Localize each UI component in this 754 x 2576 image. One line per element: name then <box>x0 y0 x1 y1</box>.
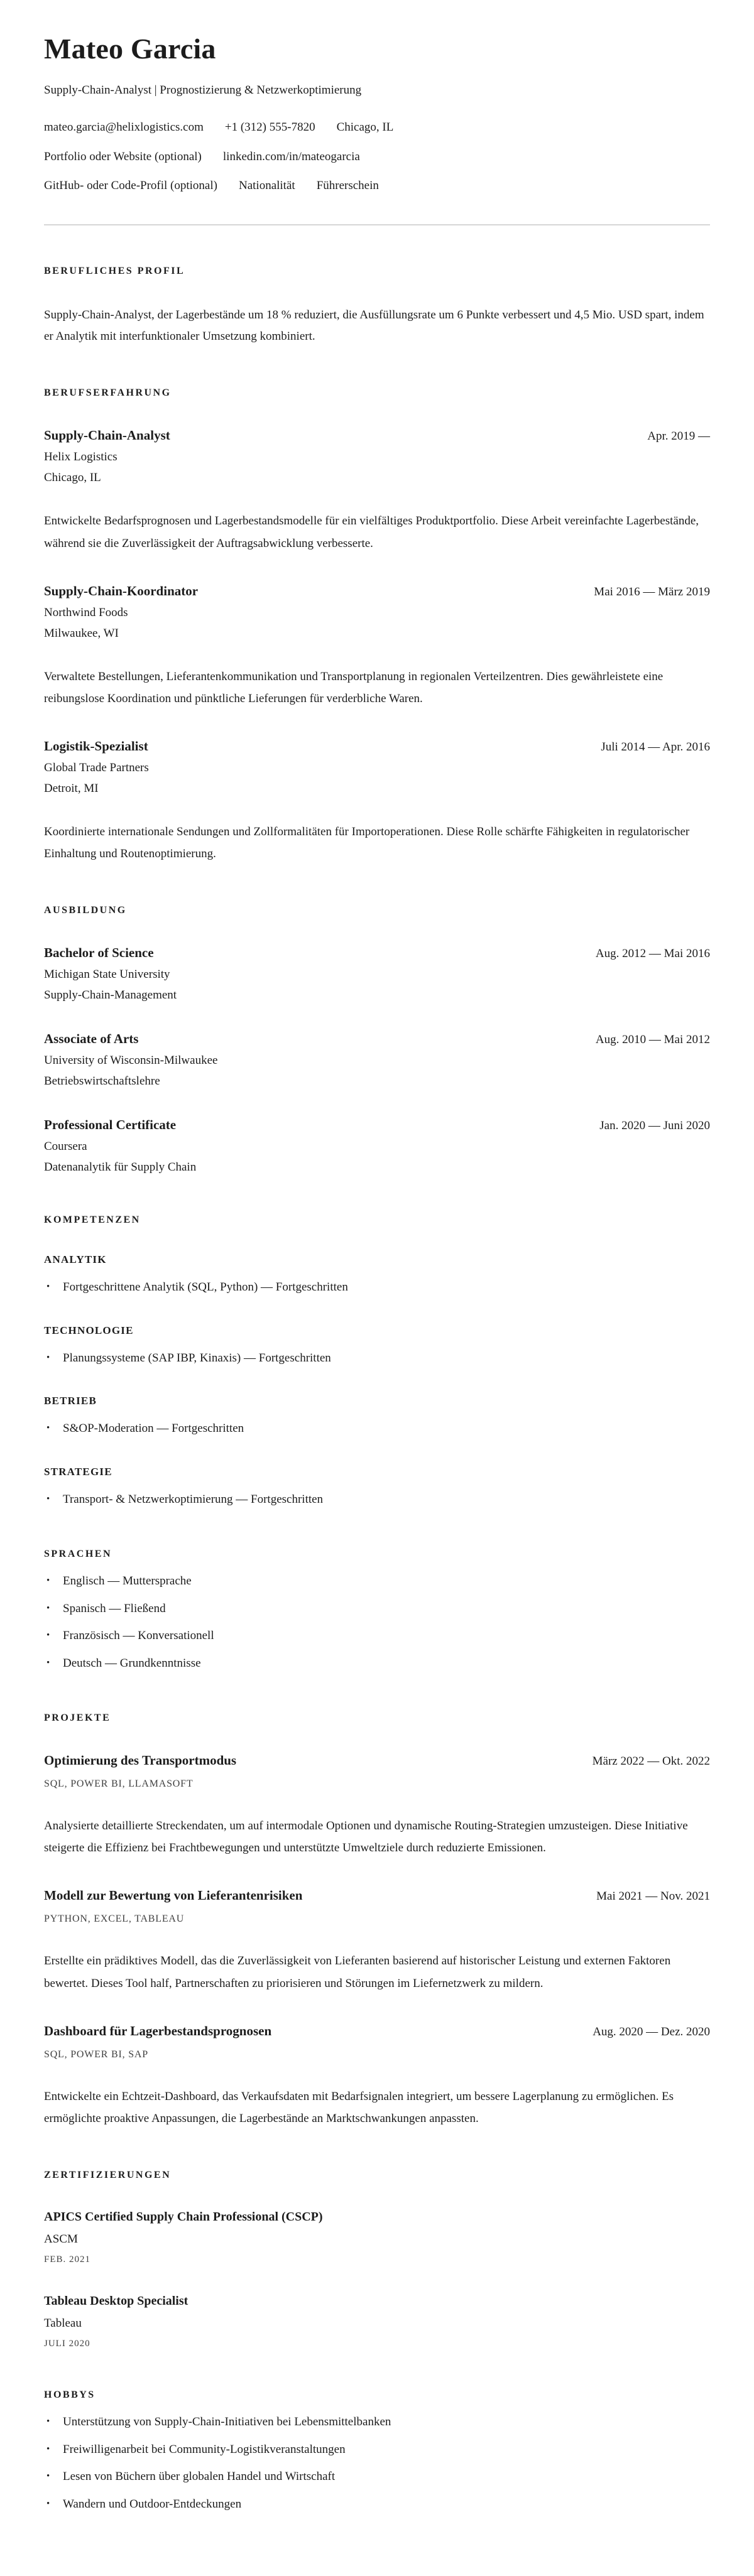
skill-group <box>44 1253 710 1297</box>
project-dates: März 2022 — Okt. 2022 <box>592 1755 710 1768</box>
education-institution: Michigan State University <box>44 968 170 982</box>
hobby-item: • Wandern und Outdoor-Entdeckungen <box>44 2496 710 2514</box>
education-field: Datenanalytik für Supply Chain <box>44 1161 197 1174</box>
entry-head <box>44 2023 710 2039</box>
section-title-languages: SPRACHEN <box>44 1549 112 1560</box>
degree-title: Associate of Arts <box>44 1031 139 1047</box>
entry-head <box>44 583 710 599</box>
skill-group <box>44 1466 710 1509</box>
profile-text: Supply-Chain-Analyst, der Lagerbestände um 18 % reduziert, die Ausfüllungsrate um 6 Punkte verbessert und 4,5 Mio. USD spart, indem er Analytik mit interfunktionaler Umsetzung kombiniert. <box>44 308 704 344</box>
contact-row-1 <box>44 119 710 137</box>
skill-group-title: BETRIEB <box>44 1395 97 1407</box>
skill-group-title: TECHNOLOGIE <box>44 1324 134 1336</box>
language-item: • Spanisch — Fließend <box>44 1600 710 1618</box>
experience-entry <box>44 583 710 710</box>
project-entry <box>44 1888 710 1994</box>
job-company: Global Trade Partners <box>44 760 149 774</box>
location-text: Chicago, IL <box>336 121 394 134</box>
section-title-hobbies: HOBBYS <box>44 2389 96 2401</box>
education-dates: Aug. 2010 — Mai 2012 <box>595 1033 710 1047</box>
section-skills <box>44 1215 710 1508</box>
education-field: Supply-Chain-Management <box>44 988 177 1002</box>
project-title: Dashboard für Lagerbestandsprognosen <box>44 2023 272 2038</box>
certification-date: JULI 2020 <box>44 2339 90 2349</box>
degree-title: Bachelor of Science <box>44 945 154 961</box>
person-name: Mateo Garcia <box>44 33 216 65</box>
skill-item: • S&OP-Moderation — Fortgeschritten <box>44 1420 710 1438</box>
job-company: Helix Logistics <box>44 450 117 464</box>
certification-entry <box>44 2210 710 2265</box>
github-placeholder-text: GitHub- oder Code-Profil (optional) <box>44 179 217 193</box>
education-dates: Jan. 2020 — Juni 2020 <box>599 1119 710 1133</box>
skill-item: • Planungssysteme (SAP IBP, Kinaxis) — Fortgeschritten <box>44 1350 710 1368</box>
project-description: Analysierte detaillierte Streckendaten, um auf intermodale Optionen und dynamische Routing-Strategien umzusteigen. Diese Initiative steigerte die Effizienz bei Frachtbewegungen und unterstützte Umweltziele durch reduzierte Emissionen. <box>44 1819 688 1855</box>
phone-text: +1 (312) 555-7820 <box>224 121 315 134</box>
project-description: Entwickelte ein Echtzeit-Dashboard, das Verkaufsdaten mit Bedarfsignalen integriert, um bessere Lagerplanung zu ermöglichen. Es ermöglichte proaktive Anpassungen, die Lagerbestände an Marktschwankungen anpassten. <box>44 2089 674 2125</box>
language-list <box>44 1572 710 1672</box>
resume-header <box>44 33 710 195</box>
header-divider <box>44 224 710 225</box>
certification-date: FEB. 2021 <box>44 2254 91 2265</box>
section-hobbies <box>44 2389 710 2513</box>
drivers-license-text: Führerschein <box>316 179 379 193</box>
entry-head <box>44 945 710 961</box>
skill-list <box>44 1350 710 1368</box>
skill-list <box>44 1420 710 1438</box>
job-dates: Juli 2014 — Apr. 2016 <box>601 740 710 754</box>
skill-group <box>44 1395 710 1438</box>
language-item: • Deutsch — Grundkenntnisse <box>44 1655 710 1673</box>
job-location: Chicago, IL <box>44 471 101 485</box>
certification-issuer: ASCM <box>44 2232 78 2246</box>
job-description: Entwickelte Bedarfsprognosen und Lagerbestandsmodelle für ein vielfältiges Produktportfolio. Diese Arbeit vereinfachte Lagerbestände, während sie die Zuverlässigkeit der Auftragsabwicklung verbesserte. <box>44 514 699 550</box>
certification-issuer: Tableau <box>44 2317 82 2330</box>
skill-list <box>44 1279 710 1297</box>
portfolio-placeholder-text: Portfolio oder Website (optional) <box>44 149 202 163</box>
contact-row-3 <box>44 177 710 195</box>
section-projects <box>44 1713 710 2130</box>
skill-item: • Fortgeschrittene Analytik (SQL, Python) — Fortgeschritten <box>44 1279 710 1297</box>
job-company: Northwind Foods <box>44 605 128 619</box>
education-field: Betriebswirtschaftslehre <box>44 1074 160 1088</box>
hobby-item: • Freiwilligenarbeit bei Community-Logistikveranstaltungen <box>44 2441 710 2459</box>
certification-name: Tableau Desktop Specialist <box>44 2294 188 2308</box>
job-title: Supply-Chain-Analyst <box>44 428 170 443</box>
entry-head <box>44 1753 710 1768</box>
contact-row-2 <box>44 148 710 166</box>
email-text: mateo.garcia@helixlogistics.com <box>44 121 204 134</box>
language-item: • Englisch — Muttersprache <box>44 1572 710 1591</box>
skill-group-title: ANALYTIK <box>44 1253 107 1266</box>
tagline: Supply-Chain-Analyst | Prognostizierung & Netzwerkoptimierung <box>44 83 362 97</box>
entry-head <box>44 1117 710 1133</box>
section-title-profile: BERUFLICHES PROFIL <box>44 265 185 276</box>
contact-block <box>44 119 710 195</box>
hobby-item: • Unterstützung von Supply-Chain-Initiativen bei Lebensmittelbanken <box>44 2413 710 2432</box>
job-description: Koordinierte internationale Sendungen und Zollformalitäten für Importoperationen. Diese Rolle schärfte Fähigkeiten in regulatorischer Einhaltung und Routenoptimierung. <box>44 825 690 861</box>
education-institution: University of Wisconsin-Milwaukee <box>44 1054 218 1068</box>
project-entry <box>44 2023 710 2130</box>
section-languages <box>44 1549 710 1672</box>
section-title-projects: PROJEKTE <box>44 1713 111 1724</box>
certification-name: APICS Certified Supply Chain Professional (CSCP) <box>44 2210 323 2224</box>
section-title-experience: BERUFSERFAHRUNG <box>44 387 172 399</box>
job-location: Milwaukee, WI <box>44 626 119 640</box>
entry-head <box>44 1031 710 1047</box>
project-title: Optimierung des Transportmodus <box>44 1753 237 1768</box>
experience-entry <box>44 428 710 554</box>
entry-head <box>44 739 710 754</box>
education-dates: Aug. 2012 — Mai 2016 <box>595 947 710 961</box>
skill-list <box>44 1491 710 1509</box>
education-institution: Coursera <box>44 1140 87 1154</box>
job-description: Verwaltete Bestellungen, Lieferantenkommunikation und Transportplanung in regionalen Verteilzentren. Dies gewährleistete eine reibungslose Koordination und pünktliche Lieferungen für verderbliche Waren. <box>44 669 664 705</box>
skill-item: • Transport- & Netzwerkoptimierung — Fortgeschritten <box>44 1491 710 1509</box>
hobby-list <box>44 2413 710 2513</box>
section-profile <box>44 266 710 347</box>
hobby-item: • Lesen von Büchern über globalen Handel und Wirtschaft <box>44 2468 710 2486</box>
linkedin-text: linkedin.com/in/mateogarcia <box>222 149 360 163</box>
project-tools: SQL, POWER BI, SAP <box>44 2048 148 2060</box>
section-education <box>44 905 710 1174</box>
section-title-skills: KOMPETENZEN <box>44 1215 141 1226</box>
language-item: • Französisch — Konversationell <box>44 1627 710 1645</box>
job-dates: Mai 2016 — März 2019 <box>594 585 710 598</box>
entry-head <box>44 428 710 443</box>
experience-entry <box>44 739 710 865</box>
project-tools: SQL, POWER BI, LLAMASOFT <box>44 1778 194 1790</box>
project-tools: PYTHON, EXCEL, TABLEAU <box>44 1913 185 1925</box>
section-title-education: AUSBILDUNG <box>44 905 127 916</box>
project-title: Modell zur Bewertung von Lieferantenrisiken <box>44 1888 303 1903</box>
project-dates: Aug. 2020 — Dez. 2020 <box>593 2025 710 2038</box>
certification-entry <box>44 2294 710 2349</box>
skill-group-title: STRATEGIE <box>44 1465 112 1478</box>
job-title: Logistik-Spezialist <box>44 738 148 754</box>
nationality-text: Nationalität <box>238 179 295 193</box>
job-dates: Apr. 2019 — <box>647 430 710 443</box>
job-location: Detroit, MI <box>44 781 99 795</box>
section-title-certifications: ZERTIFIZIERUNGEN <box>44 2170 172 2181</box>
education-entry <box>44 1031 710 1088</box>
education-entry <box>44 1117 710 1174</box>
entry-head <box>44 1888 710 1903</box>
section-experience <box>44 387 710 865</box>
project-dates: Mai 2021 — Nov. 2021 <box>596 1890 710 1903</box>
job-title: Supply-Chain-Koordinator <box>44 583 199 598</box>
skill-group <box>44 1324 710 1368</box>
education-entry <box>44 945 710 1002</box>
project-description: Erstellte ein prädiktives Modell, das die Zuverlässigkeit von Lieferanten basierend auf historischer Leistung und externen Faktoren bewertet. Dieses Tool half, Partnerschaften zu priorisieren und Störungen im Liefernetzwerk zu mildern. <box>44 1954 671 1990</box>
section-certifications <box>44 2170 710 2349</box>
project-entry <box>44 1753 710 1859</box>
degree-title: Professional Certificate <box>44 1117 177 1133</box>
